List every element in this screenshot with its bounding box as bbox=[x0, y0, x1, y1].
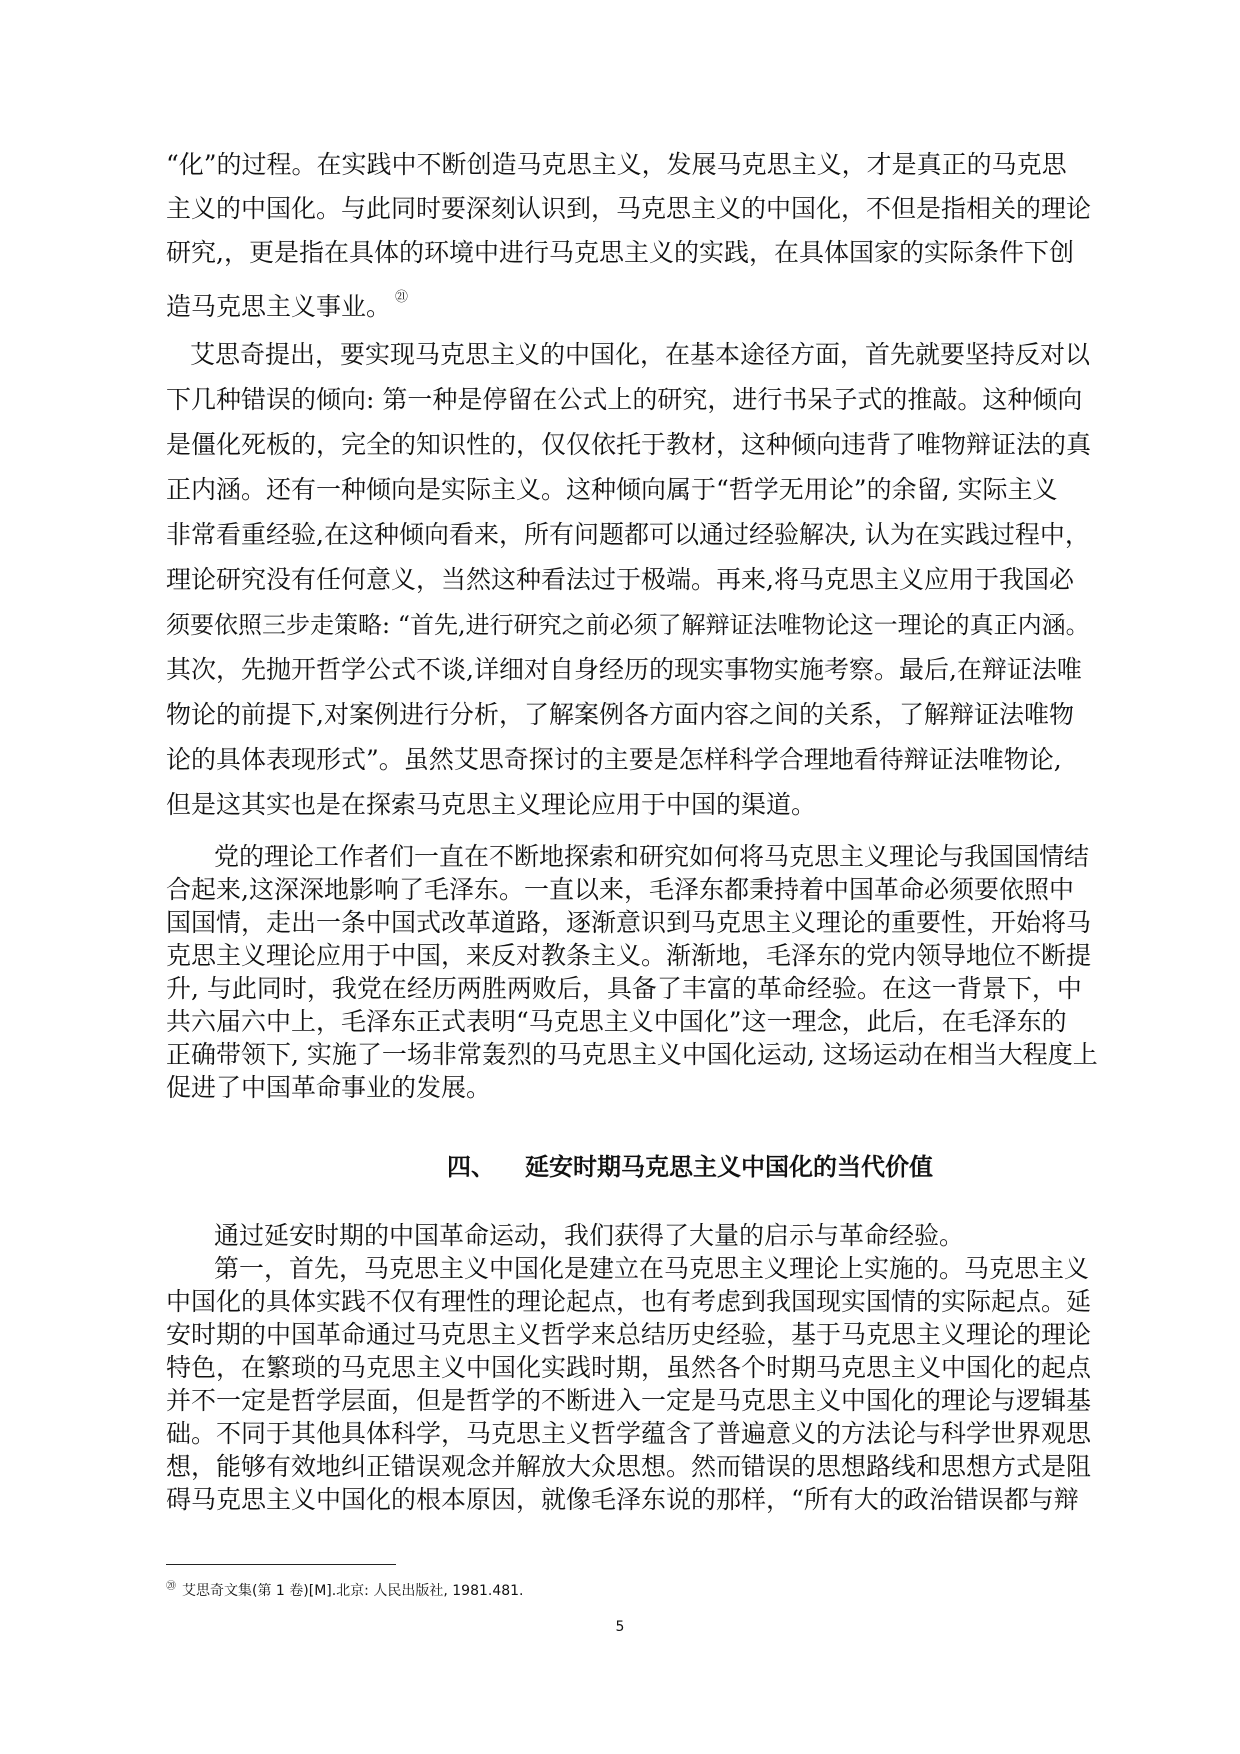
paragraph-line: 研究,，更是指在具体的环境中进行马克思主义的实践，在具体国家的实际条件下创 bbox=[166, 238, 1074, 267]
section-heading bbox=[447, 1152, 933, 1182]
paragraph-line: 国国情，走出一条中国式改革道路，逐渐意识到马克思主义理论的重要性，开始将马 bbox=[166, 908, 1092, 937]
section-title: 延安时期马克思主义中国化的当代价值 bbox=[525, 1153, 933, 1181]
paragraph-line: “化”的过程。在实践中不断创造马克思主义，发展马克思主义，才是真正的马克思 bbox=[166, 150, 1067, 179]
paragraph-line: 碍马克思主义中国化的根本原因，就像毛泽东说的那样，“所有大的政治错误都与辩 bbox=[166, 1485, 1079, 1514]
paragraph-line: 想，能够有效地纠正错误观念并解放大众思想。然而错误的思想路线和思想方式是阻 bbox=[166, 1452, 1092, 1481]
paragraph-line: 其次，先抛开哲学公式不谈,详细对自身经历的现实事物实施考察。最后,在辩证法唯 bbox=[166, 655, 1082, 684]
paragraph-line: 础。不同于其他具体科学，马克思主义哲学蕴含了普遍意义的方法论与科学世界观思 bbox=[166, 1419, 1092, 1448]
paragraph-line: 须要依照三步走策略: “首先,进行研究之前必须了解辩证法唯物论这一理论的真正内涵。 bbox=[166, 611, 1090, 639]
footnote-separator bbox=[166, 1564, 396, 1565]
paragraph-line: 共六届六中上，毛泽东正式表明“马克思主义中国化”这一理念，此后，在毛泽东的 bbox=[166, 1007, 1067, 1036]
paragraph-line: 党的理论工作者们一直在不断地探索和研究如何将马克思主义理论与我国国情结 bbox=[214, 842, 1090, 871]
page-number: 5 bbox=[615, 1619, 625, 1635]
paragraph-line: 艾思奇提出，要实现马克思主义的中国化，在基本途径方面，首先就要坚持反对以 bbox=[190, 340, 1091, 369]
paragraph-line: 论的具体表现形式”。虽然艾思奇探讨的主要是怎样科学合理地看待辩证法唯物论, bbox=[166, 745, 1062, 774]
paragraph-line: 促进了中国革命事业的发展。 bbox=[166, 1073, 492, 1102]
footnote bbox=[166, 1577, 524, 1600]
paragraph-line: 正内涵。还有一种倾向是实际主义。这种倾向属于“哲学无用论”的余留, 实际主义 bbox=[166, 475, 1058, 504]
paragraph-line: 中国化的具体实践不仅有理性的理论起点，也有考虑到我国现实国情的实际起点。延 bbox=[166, 1287, 1092, 1316]
paragraph-line: 特色，在繁琐的马克思主义中国化实践时期，虽然各个时期马克思主义中国化的起点 bbox=[166, 1353, 1092, 1382]
paragraph-line: 升, 与此同时，我党在经历两胜两败后，具备了丰富的革命经验。在这一背景下，中 bbox=[166, 974, 1082, 1003]
paragraph-line: 物论的前提下,对案例进行分析，了解案例各方面内容之间的关系，了解辩证法唯物 bbox=[166, 700, 1074, 729]
section-number: 四、 bbox=[447, 1153, 495, 1181]
paragraph-line: 非常看重经验,在这种倾向看来，所有问题都可以通过经验解决, 认为在实践过程中， bbox=[166, 520, 1090, 549]
paragraph-line: 克思主义理论应用于中国，来反对教条主义。渐渐地，毛泽东的党内领导地位不断提 bbox=[166, 941, 1092, 970]
paragraph-line: 通过延安时期的中国革命运动，我们获得了大量的启示与革命经验。 bbox=[214, 1221, 965, 1250]
paragraph-line bbox=[166, 283, 408, 322]
paragraph-line: 是僵化死板的，完全的知识性的，仅仅依托于教材，这种倾向违背了唯物辩证法的真 bbox=[166, 430, 1092, 459]
paragraph-line: 但是这其实也是在探索马克思主义理论应用于中国的渠道。 bbox=[166, 790, 817, 819]
footnote-mark: ⑳ bbox=[166, 1581, 176, 1592]
paragraph-line: 合起来,这深深地影响了毛泽东。一直以来，毛泽东都秉持着中国革命必须要依照中 bbox=[166, 875, 1074, 904]
paragraph-line: 并不一定是哲学层面，但是哲学的不断进入一定是马克思主义中国化的理论与逻辑基 bbox=[166, 1386, 1092, 1415]
paragraph-line: 下几种错误的倾向: 第一种是停留在公式上的研究，进行书呆子式的推敲。这种倾向 bbox=[166, 385, 1083, 414]
paragraph-line: 第一，首先，马克思主义中国化是建立在马克思主义理论上实施的。马克思主义 bbox=[214, 1254, 1090, 1283]
paragraph-line: 理论研究没有任何意义，当然这种看法过于极端。再来,将马克思主义应用于我国必 bbox=[166, 565, 1074, 594]
paragraph-line: 主义的中国化。与此同时要深刻认识到，马克思主义的中国化，不但是指相关的理论 bbox=[166, 194, 1092, 223]
footnote-reference[interactable]: ㉑ bbox=[395, 290, 409, 305]
paragraph-text: 造马克思主义事业。 bbox=[166, 292, 392, 321]
paragraph-line: 正确带领下, 实施了一场非常轰烈的马克思主义中国化运动, 这场运动在相当大程度上 bbox=[166, 1040, 1098, 1069]
paragraph-line: 安时期的中国革命通过马克思主义哲学来总结历史经验，基于马克思主义理论的理论 bbox=[166, 1320, 1092, 1349]
footnote-text: 艾思奇文集(第 1 卷)[M].北京: 人民出版社, 1981.481. bbox=[182, 1583, 524, 1599]
